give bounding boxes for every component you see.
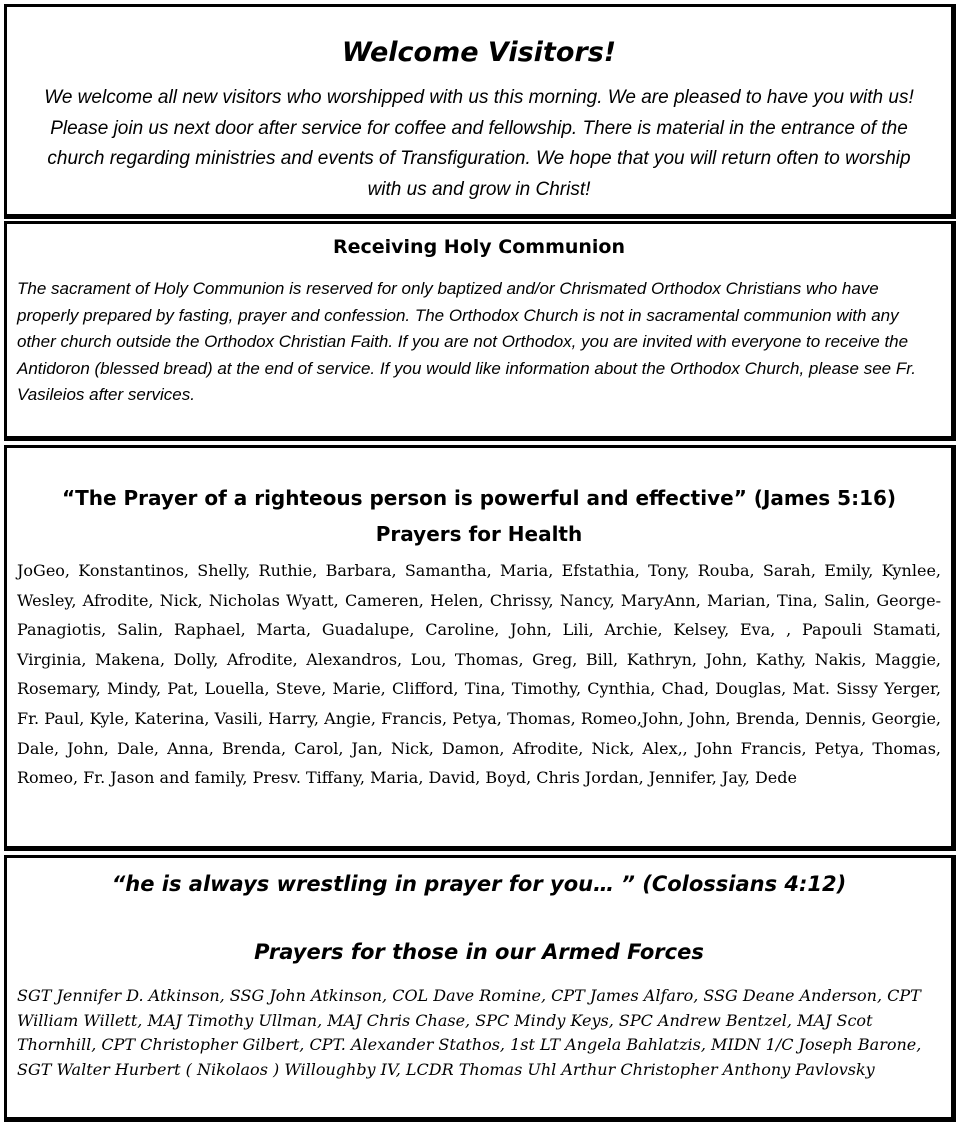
welcome-title: Welcome Visitors!: [341, 37, 617, 68]
health-prayers-title: Prayers for Health: [375, 522, 583, 546]
welcome-section: [4, 4, 956, 219]
health-prayer-names: JoGeo, Konstantinos, Shelly, Ruthie, Barbara, Samantha, Maria, Efstathia, Tony, Rouba, Sarah, Emily, Kynlee, Wesley, Afrodite, Nick, Nicholas Wyatt, Cameren, Helen, Chrissy, Nancy, MaryAnn, Marian, Tina, Salin, George-Panagiotis, Salin, Raphael, Marta, Guadalupe, Caroline, John, Lili, Archie, Kelsey, Eva, , Papouli Stamati, Virginia, Makena, Dolly, Afrodite, Alexandros, Lou, Thomas, Greg, Bill, Kathryn, John, Kathy, Nakis, Maggie, Rosemary, Mindy, Pat, Louella, Steve, Marie, Clifford, Tina, Timothy, Cynthia, Chad, Douglas, Mat. Sissy Yerger, Fr. Paul, Kyle, Katerina, Vasili, Harry, Angie, Francis, Petya, Thomas, Romeo,John, John, Brenda, Dennis, Georgie, Dale, John, Dale, Anna, Brenda, Carol, Jan, Nick, Damon, Afrodite, Nick, Alex,, John Francis, Petya, Thomas, Romeo, Fr. Jason and family, Presv. Tiffany, Maria, David, Boyd, Chris Jordan, Jennifer, Jay, Dede: [17, 561, 941, 788]
communion-title: Receiving Holy Communion: [332, 236, 626, 258]
armed-forces-section: [4, 855, 956, 1122]
communion-text: The sacrament of Holy Communion is reserved for only baptized and/or Chrismated Orthodox Christians who have properly prepared by fasting, prayer and confession. The Orthodox Church is not in sacramental communion with any other church outside the Orthodox Christian Faith. If you are not Orthodox, you are invited with everyone to receive the Antidoron (blessed bread) at the end of service. If you would like information about the Orthodox Church, please see Fr. Vasileios after services.: [17, 279, 916, 404]
armed-forces-names: SGT Jennifer D. Atkinson, SSG John Atkinson, COL Dave Romine, CPT James Alfaro, SSG Deane Anderson, CPT William Willett, MAJ Timothy Ullman, MAJ Chris Chase, SPC Mindy Keys, SPC Andrew Bentzel, MAJ Scot Thornhill, CPT Christopher Gilbert, CPT. Alexander Stathos, 1st LT Angela Bahlatzis, MIDN 1/C Joseph Barone, SGT Walter Hurbert ( Nikolaos ) Willoughby IV, LCDR Thomas Uhl Arthur Christopher Anthony Pavlovsky: [17, 986, 922, 1079]
armed-forces-title: Prayers for those in our Armed Forces: [254, 940, 704, 964]
welcome-text: We welcome all new visitors who worshipped with us this morning. We are pleased to have you with us! Please join us next door after service for coffee and fellowship. There is material in the entrance of the church regarding ministries and events of Transfiguration. We hope that you will return often to worship with us and grow in Christ!: [44, 87, 914, 200]
health-prayers-section: [4, 445, 956, 851]
armed-forces-scripture-verse: “he is always wrestling in prayer for you… ” (Colossians 4:12): [111, 872, 847, 896]
communion-section: [4, 221, 956, 441]
health-scripture-verse: “The Prayer of a righteous person is powerful and effective” (James 5:16): [61, 486, 897, 510]
